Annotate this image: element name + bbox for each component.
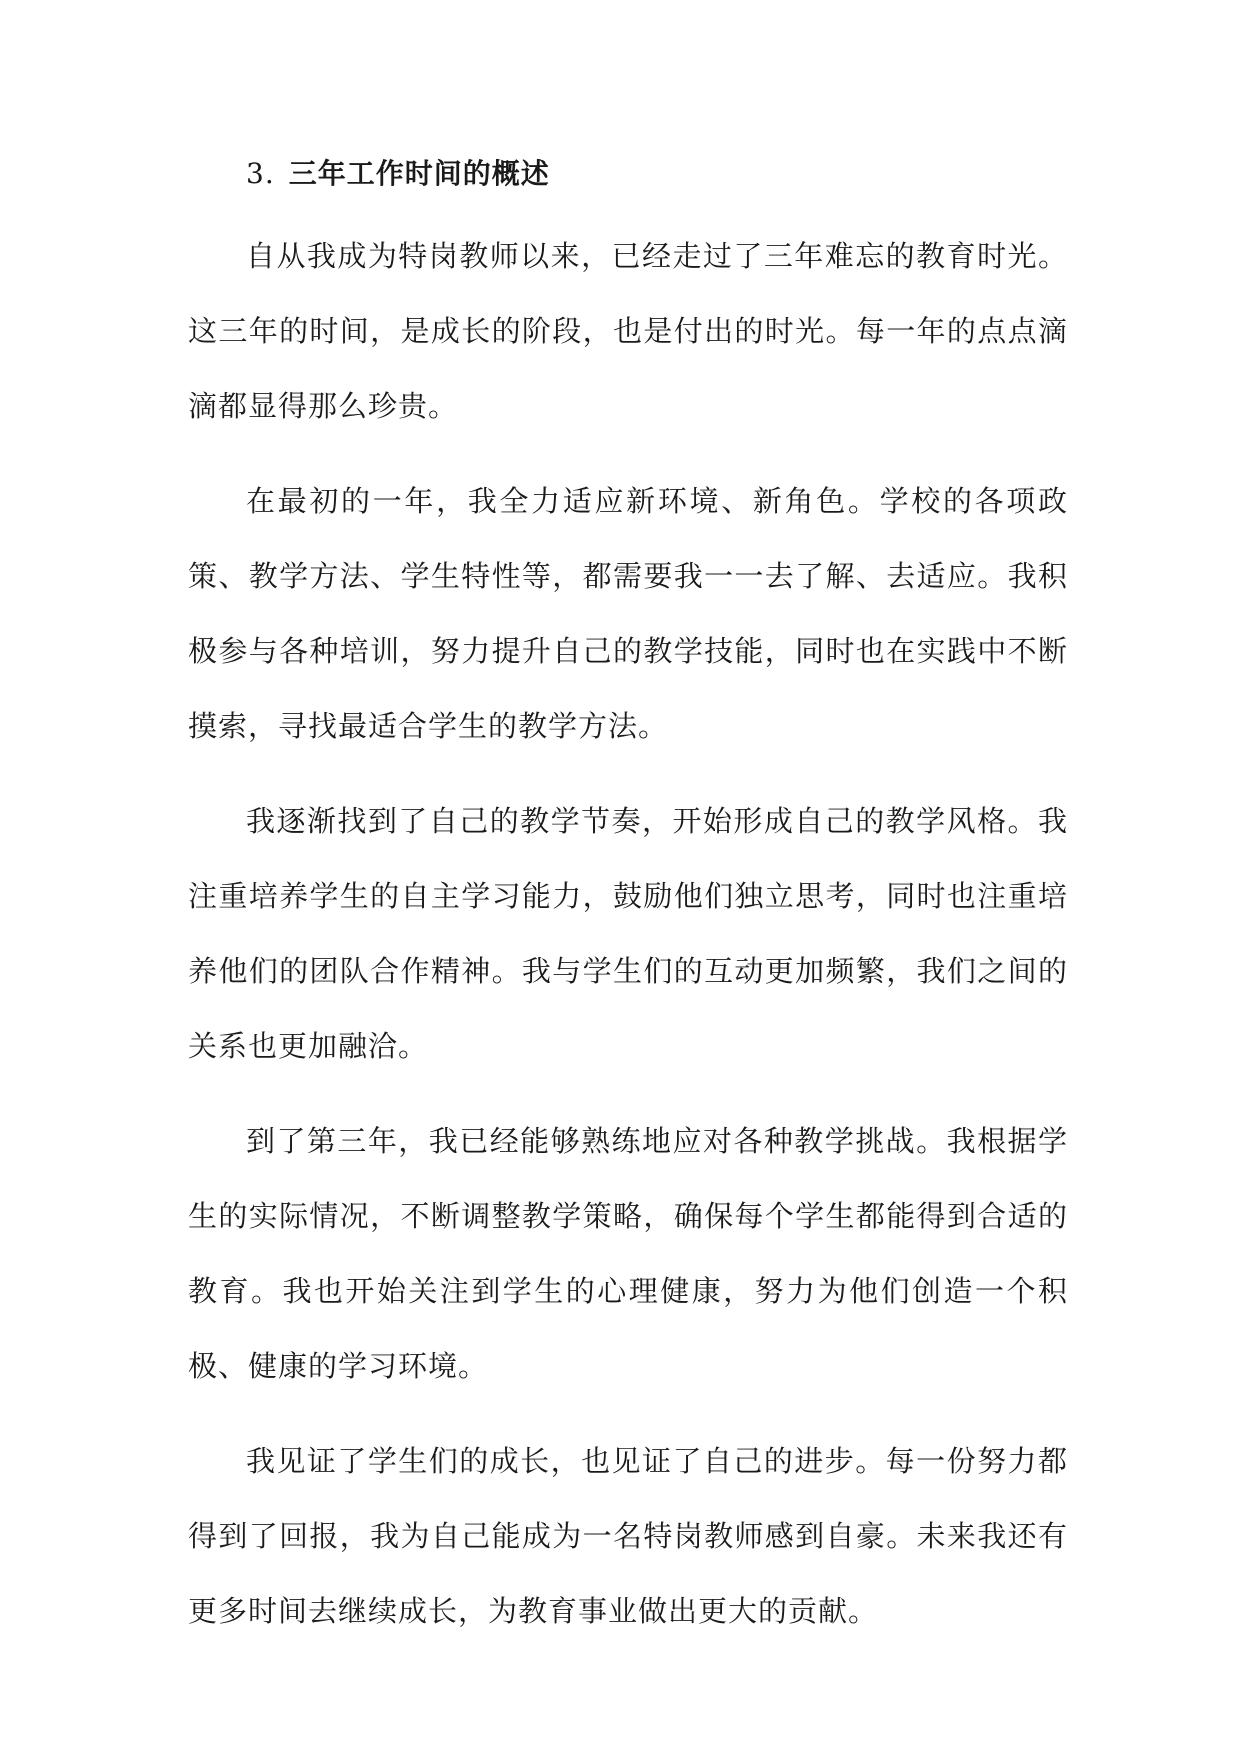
- paragraph-first-year: 在最初的一年，我全力适应新环境、新角色。学校的各项政策、教学方法、学生特性等，都需要我一一去了解、去适应。我积极参与各种培训，努力提升自己的教学技能，同时也在实践中不断摸索，寻找最适合学生的教学方法。: [188, 484, 1068, 743]
- section-heading: [188, 148, 1068, 200]
- paragraph-conclusion: 我见证了学生们的成长，也见证了自己的进步。每一份努力都得到了回报，我为自己能成为一名特岗教师感到自豪。未来我还有更多时间去继续成长，为教育事业做出更大的贡献。: [188, 1444, 1068, 1628]
- paragraph-teaching-style: 我逐渐找到了自己的教学节奏，开始形成自己的教学风格。我注重培养学生的自主学习能力，鼓励他们独立思考，同时也注重培养他们的团队合作精神。我与学生们的互动更加频繁，我们之间的关系也更加融洽。: [188, 804, 1068, 1063]
- section-title: 三年工作时间的概述: [288, 157, 550, 190]
- paragraph-third-year: 到了第三年，我已经能够熟练地应对各种教学挑战。我根据学生的实际情况，不断调整教学策略，确保每个学生都能得到合适的教育。我也开始关注到学生的心理健康，努力为他们创造一个积极、健康的学习环境。: [188, 1124, 1068, 1383]
- section-number: 3.: [246, 157, 275, 190]
- paragraph-intro: 自从我成为特岗教师以来，已经走过了三年难忘的教育时光。这三年的时间，是成长的阶段，也是付出的时光。每一年的点点滴滴都显得那么珍贵。: [188, 239, 1068, 423]
- document-body: [188, 148, 1068, 1649]
